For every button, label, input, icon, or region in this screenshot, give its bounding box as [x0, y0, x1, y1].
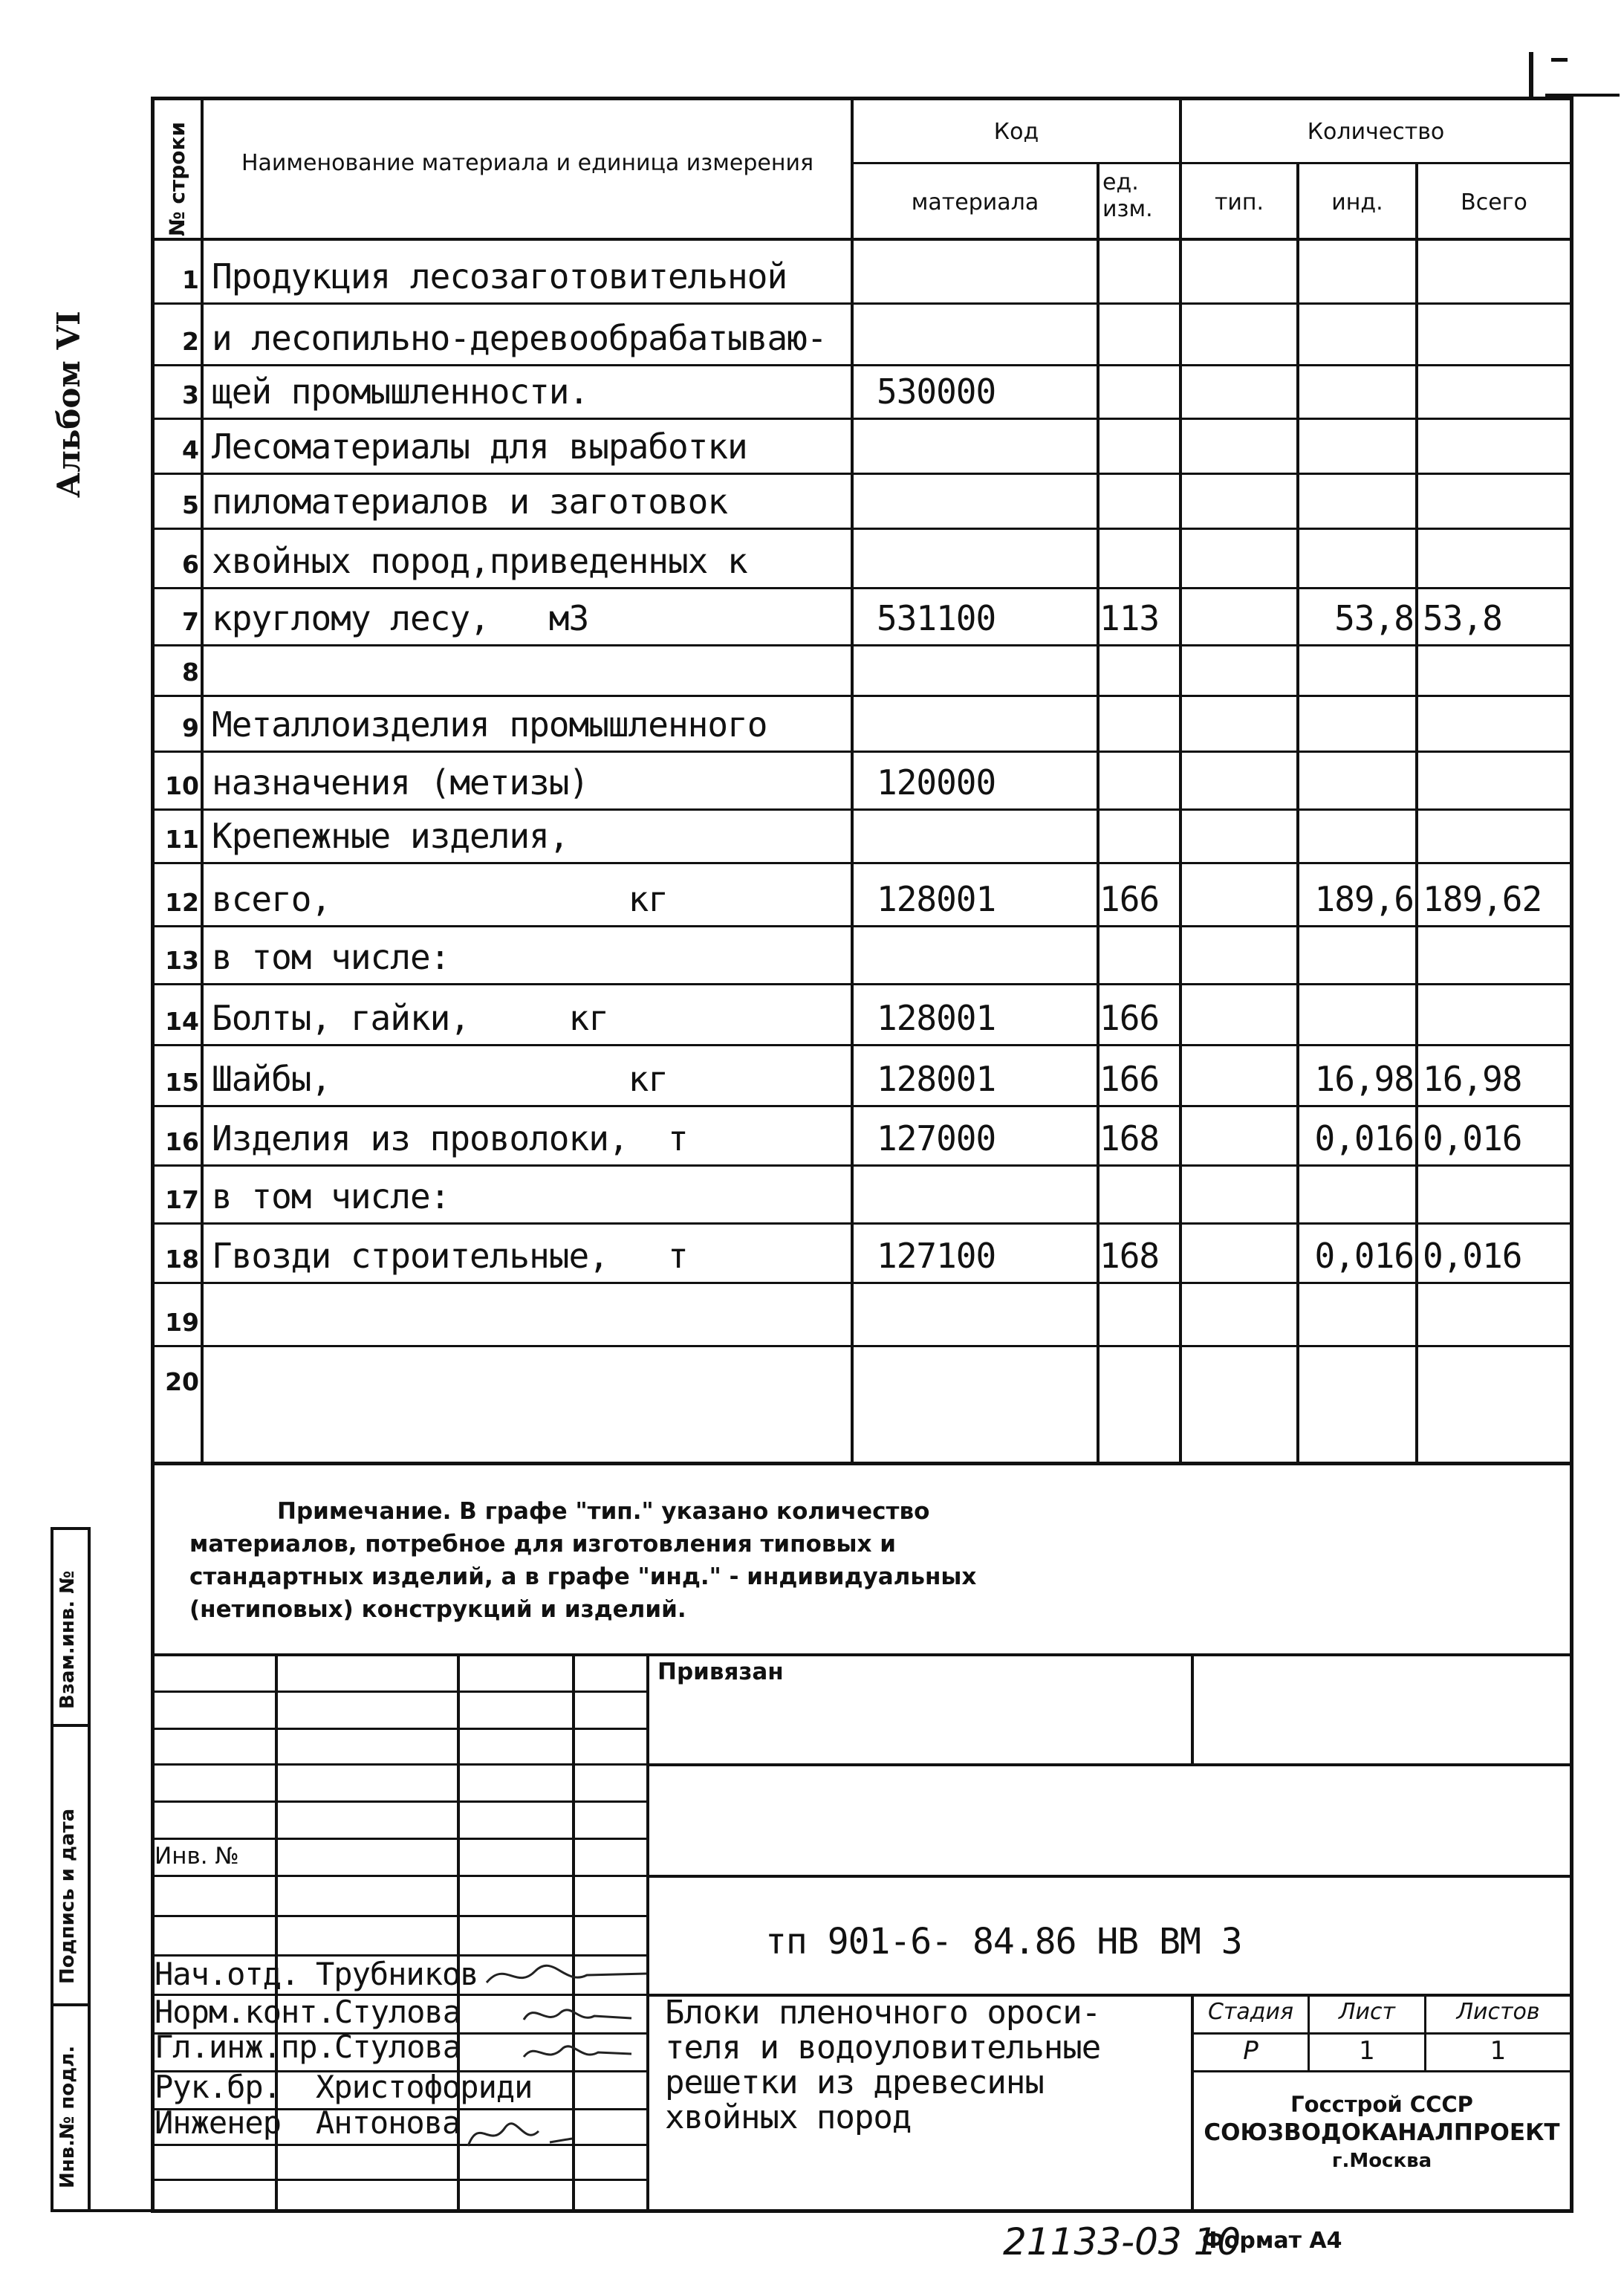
row-number: 10 [165, 771, 199, 800]
cell-name: в том числе: [212, 937, 450, 977]
row-number: 8 [182, 658, 199, 687]
staff-name: Стулова [334, 2029, 461, 2065]
header-qty-total: Всего [1461, 189, 1527, 215]
cell-code: 530000 [877, 372, 996, 412]
cell-name: всего, кг [212, 879, 668, 919]
cell-code: 128001 [877, 879, 996, 919]
cell-unit: 166 [1100, 1059, 1160, 1099]
note-line-1: Примечание. В графе "тип." указано количество [277, 1498, 930, 1525]
org-line-2: СОЮЗВОДОКАНАЛПРОЕКТ [1204, 2119, 1560, 2146]
row-number: 1 [182, 265, 199, 294]
header-code: Код [993, 119, 1039, 145]
cell-name: Крепежные изделия, [212, 816, 569, 856]
cell-name: назначения (метизы) [212, 762, 589, 803]
cell-name: Продукция лесозаготовительной [212, 256, 787, 296]
header-qty-typ: тип. [1214, 189, 1264, 215]
cell-total: 16,98 [1423, 1059, 1522, 1099]
cell-code: 127000 [877, 1118, 996, 1158]
row-number: 17 [165, 1185, 199, 1214]
staff-name: Христофориди [316, 2069, 533, 2105]
side-vzam: Взам.инв. № [56, 1570, 79, 1709]
privyazan-label: Привязан [657, 1659, 784, 1685]
cell-name: Шайбы, кг [212, 1059, 668, 1099]
inv-no-label: Инв. № [155, 1843, 239, 1870]
row-number: 4 [182, 435, 199, 464]
sheet-value: 1 [1359, 2036, 1375, 2066]
row-number: 19 [165, 1308, 199, 1337]
note-line-4: (нетиповых) конструкций и изделий. [189, 1596, 686, 1623]
cell-unit: 166 [1100, 998, 1160, 1038]
cell-total: 53,8 [1423, 598, 1502, 638]
note-line-3: стандартных изделий, а в графе "инд." - индивидуальных [189, 1563, 977, 1590]
signature-trubnikov [483, 1953, 654, 1997]
cell-name: Гвозди строительные, т [212, 1236, 688, 1276]
side-podpis: Подпись и дата [56, 1808, 79, 1984]
row-number: 12 [165, 888, 199, 917]
row-number: 16 [165, 1127, 199, 1156]
doc-title-line-3: решетки из древесины [665, 2064, 1044, 2101]
stage-value: Р [1243, 2036, 1258, 2066]
doc-title-line-1: Блоки пленочного ороси- [665, 1994, 1101, 2032]
cell-name: Изделия из проволоки, т [212, 1118, 688, 1158]
cell-name: и лесопильно-деревообрабатываю- [212, 318, 827, 358]
cell-code: 128001 [877, 998, 996, 1038]
note-line-2: материалов, потребное для изготовления типовых и [189, 1531, 897, 1557]
row-number: 5 [182, 490, 199, 519]
cell-code: 531100 [877, 598, 996, 638]
header-qty-ind: инд. [1331, 189, 1383, 215]
sheets-label: Листов [1456, 1999, 1540, 2025]
note-block [189, 1495, 1066, 1626]
cell-ind: 0,016 [1314, 1118, 1414, 1158]
staff-role: Норм.конт. [155, 1994, 335, 2030]
row-number: 18 [165, 1245, 199, 1274]
cell-unit: 113 [1100, 598, 1160, 638]
header-qty: Количество [1307, 119, 1445, 145]
staff-role: Инженер [155, 2104, 282, 2141]
album-label: Альбом VI [51, 311, 87, 498]
row-number: 7 [182, 607, 199, 636]
header-row-no: № строки [165, 121, 189, 236]
cell-ind: 0,016 [1314, 1236, 1414, 1276]
staff-name: Стулова [334, 1994, 461, 2030]
signature-stulova-1 [520, 1997, 639, 2035]
doc-code: тп 901-6- 84.86 НВ ВМ 3 [765, 1921, 1242, 1962]
cell-name: Лесоматериалы для выработки [212, 427, 747, 467]
footer-format: Формат А4 [1202, 2228, 1342, 2254]
staff-role: Гл.инж.пр. [155, 2029, 335, 2065]
staff-role: Рук.бр. [155, 2069, 282, 2105]
cell-unit: 166 [1100, 879, 1160, 919]
row-number: 13 [165, 946, 199, 975]
staff-role: Нач.отд. [155, 1956, 299, 1992]
cell-name: Металлоизделия промышленного [212, 704, 767, 745]
doc-title-line-4: хвойных пород [665, 2098, 912, 2136]
header-name: Наименование материала и единица измерения [241, 150, 813, 176]
cell-name: хвойных пород,приведенных к [212, 541, 747, 581]
row-number: 11 [165, 825, 199, 854]
cell-code: 127100 [877, 1236, 996, 1276]
cell-name: пиломатериалов и заготовок [212, 482, 728, 522]
footer-number: 21133-03 10 [1003, 2220, 1241, 2263]
cell-name: в том числе: [212, 1176, 450, 1216]
cell-total: 0,016 [1423, 1236, 1522, 1276]
org-line-3: г.Москва [1331, 2150, 1432, 2172]
cell-name: Болты, гайки, кг [212, 998, 608, 1038]
cell-code: 120000 [877, 762, 996, 803]
row-number: 15 [165, 1068, 199, 1097]
signature-antonova [461, 2109, 579, 2161]
side-inv-podl: Инв.№ подл. [56, 2045, 79, 2188]
sheets-value: 1 [1490, 2036, 1507, 2066]
row-number: 2 [182, 327, 199, 356]
cell-ind: 189,6 [1314, 879, 1414, 919]
row-number: 9 [182, 713, 199, 742]
sheet-label: Лист [1338, 1999, 1396, 2025]
cell-ind: 16,98 [1314, 1059, 1414, 1099]
row-number: 3 [182, 380, 199, 409]
cell-code: 128001 [877, 1059, 996, 1099]
cell-ind: 53,8 [1334, 598, 1414, 638]
cell-unit: 168 [1100, 1236, 1160, 1276]
cell-total: 189,62 [1423, 879, 1542, 919]
row-number: 14 [165, 1007, 199, 1036]
org-line-1: Госстрой СССР [1290, 2092, 1473, 2117]
stage-label: Стадия [1207, 1999, 1294, 2025]
signature-stulova-2 [520, 2035, 639, 2072]
row-number: 6 [182, 550, 199, 579]
cell-name: щей промышленности. [212, 372, 589, 412]
row-number: 20 [165, 1367, 199, 1396]
cell-name: круглому лесу, м3 [212, 598, 589, 638]
cell-total: 0,016 [1423, 1118, 1522, 1158]
cell-unit: 168 [1100, 1118, 1160, 1158]
header-code-material: материала [911, 189, 1039, 215]
header-code-unit: ед. изм. [1102, 169, 1153, 222]
doc-title-line-2: теля и водоуловительные [665, 2029, 1101, 2067]
staff-name: Трубников [316, 1956, 478, 1992]
staff-name: Антонова [316, 2104, 461, 2141]
